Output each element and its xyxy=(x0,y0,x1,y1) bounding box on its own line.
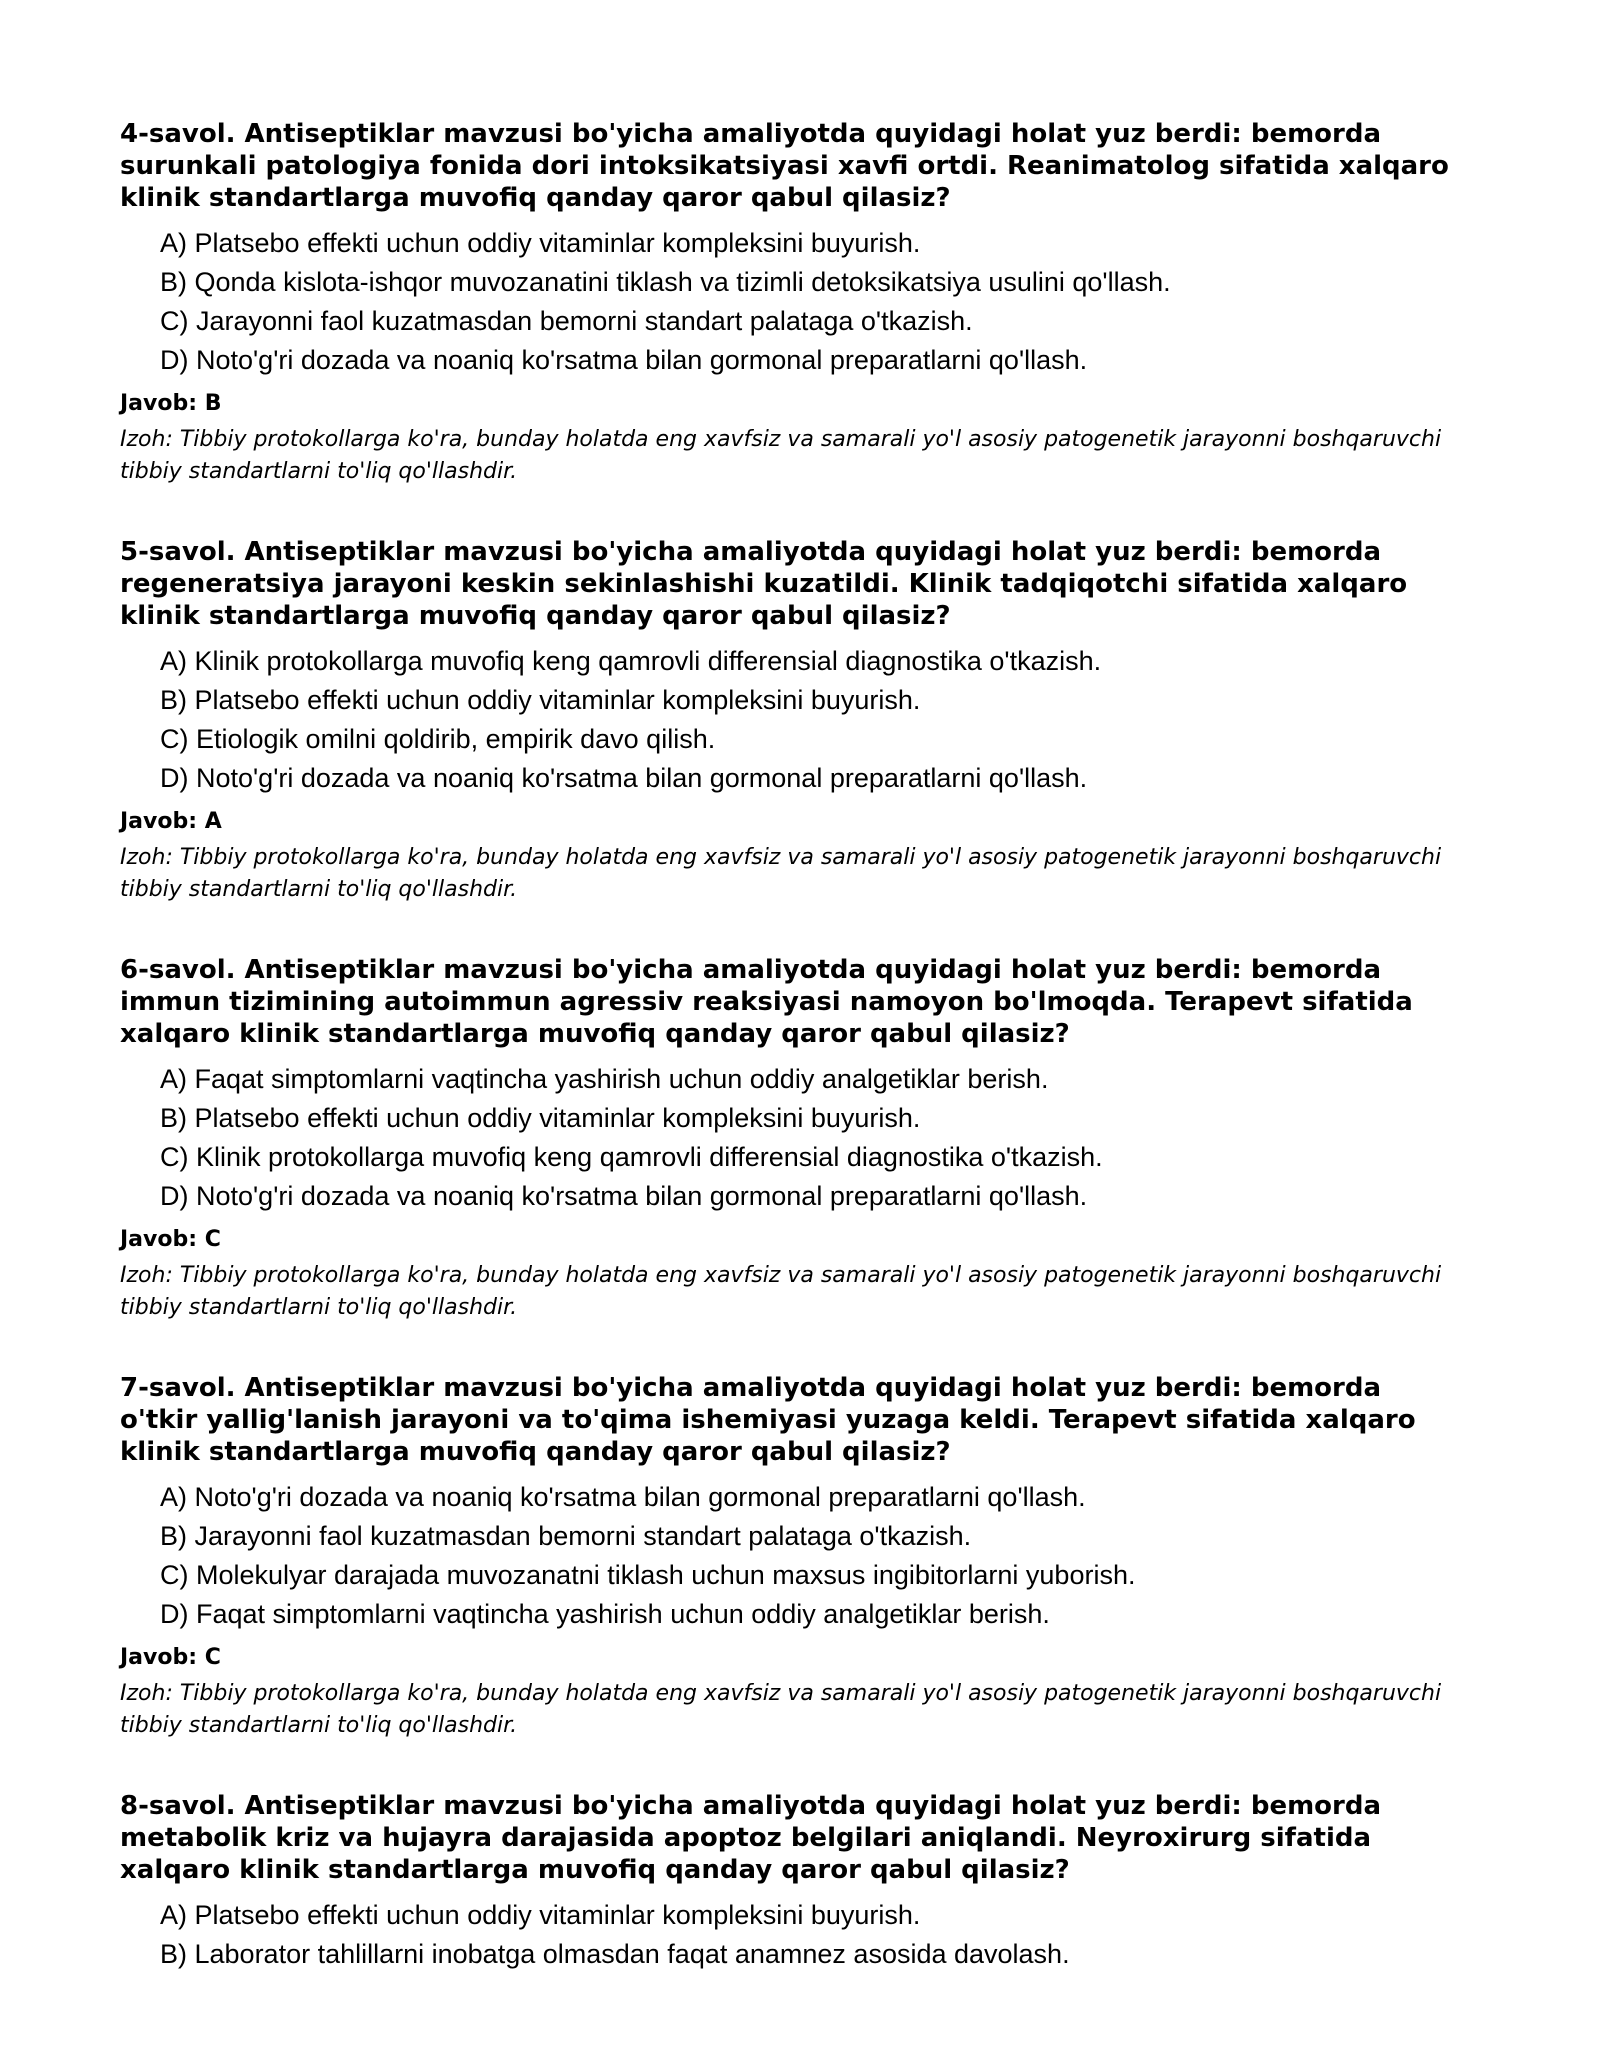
correct-answer: Javob: C xyxy=(120,1645,221,1670)
explanation-note: Izoh: Tibbiy protokollarga ko'ra, bunday holatda eng xavfsiz va samarali yo'l asosiy patogenetik jarayonni boshqaruvchi tibbiy standartlarni to'liq qo'llashdir. xyxy=(120,845,1442,902)
explanation-note: Izoh: Tibbiy protokollarga ko'ra, bunday holatda eng xavfsiz va samarali yo'l asosiy patogenetik jarayonni boshqaruvchi tibbiy standartlarni to'liq qo'llashdir. xyxy=(120,1681,1442,1738)
answer-options xyxy=(120,1896,1460,1974)
document-page xyxy=(120,118,1460,2022)
answer-option: D) Noto'g'ri dozada va noaniq ko'rsatma bilan gormonal preparatlarni qo'llash. xyxy=(160,763,1088,793)
answer-option: C) Molekulyar darajada muvozanatni tiklash uchun maxsus ingibitorlarni yuborish. xyxy=(160,1560,1136,1590)
answer-option: A) Platsebo effekti uchun oddiy vitaminlar kompleksini buyurish. xyxy=(160,228,921,258)
answer-option: B) Laborator tahlillarni inobatga olmasdan faqat anamnez asosida davolash. xyxy=(160,1939,1070,1969)
question-title: 6-savol. Antiseptiklar mavzusi bo'yicha amaliyotda quyidagi holat yuz berdi: bemorda immun tizimining autoimmun agressiv reaksiyasi namoyon bo'lmoqda. Terapevt sifatida xalqaro klinik standartlarga muvofiq qanday qaror qabul qilasiz? xyxy=(120,955,1413,1049)
question-block xyxy=(120,1372,1460,1742)
answer-option: C) Klinik protokollarga muvofiq keng qamrovli differensial diagnostika o'tkazish. xyxy=(160,1142,1103,1172)
answer-option: A) Platsebo effekti uchun oddiy vitaminlar kompleksini buyurish. xyxy=(160,1900,921,1930)
answer-options xyxy=(120,224,1460,380)
answer-option: C) Etiologik omilni qoldirib, empirik davo qilish. xyxy=(160,724,716,754)
answer-option: A) Faqat simptomlarni vaqtincha yashirish uchun oddiy analgetiklar berish. xyxy=(160,1064,1049,1094)
question-title: 4-savol. Antiseptiklar mavzusi bo'yicha amaliyotda quyidagi holat yuz berdi: bemorda surunkali patologiya fonida dori intoksikatsiyasi xavfi ortdi. Reanimatolog sifatida xalqaro klinik standartlarga muvofiq qanday qaror qabul qilasiz? xyxy=(120,119,1449,213)
question-block xyxy=(120,536,1460,906)
question-title: 7-savol. Antiseptiklar mavzusi bo'yicha amaliyotda quyidagi holat yuz berdi: bemorda o'tkir yallig'lanish jarayoni va to'qima ishemiyasi yuzaga keldi. Terapevt sifatida xalqaro klinik standartlarga muvofiq qanday qaror qabul qilasiz? xyxy=(120,1373,1416,1467)
correct-answer: Javob: C xyxy=(120,1227,221,1252)
question-block xyxy=(120,1790,1460,1974)
answer-options xyxy=(120,1478,1460,1634)
question-block xyxy=(120,954,1460,1324)
question-title: 5-savol. Antiseptiklar mavzusi bo'yicha amaliyotda quyidagi holat yuz berdi: bemorda regeneratsiya jarayoni keskin sekinlashishi kuzatildi. Klinik tadqiqotchi sifatida xalqaro klinik standartlarga muvofiq qanday qaror qabul qilasiz? xyxy=(120,537,1408,631)
answer-option: D) Noto'g'ri dozada va noaniq ko'rsatma bilan gormonal preparatlarni qo'llash. xyxy=(160,345,1088,375)
explanation-note: Izoh: Tibbiy protokollarga ko'ra, bunday holatda eng xavfsiz va samarali yo'l asosiy patogenetik jarayonni boshqaruvchi tibbiy standartlarni to'liq qo'llashdir. xyxy=(120,427,1442,484)
question-title: 8-savol. Antiseptiklar mavzusi bo'yicha amaliyotda quyidagi holat yuz berdi: bemorda metabolik kriz va hujayra darajasida apoptoz belgilari aniqlandi. Neyroxirurg sifatida xalqaro klinik standartlarga muvofiq qanday qaror qabul qilasiz? xyxy=(120,1791,1382,1885)
answer-option: D) Noto'g'ri dozada va noaniq ko'rsatma bilan gormonal preparatlarni qo'llash. xyxy=(160,1181,1088,1211)
answer-option: C) Jarayonni faol kuzatmasdan bemorni standart palataga o'tkazish. xyxy=(160,306,973,336)
answer-option: B) Qonda kislota-ishqor muvozanatini tiklash va tizimli detoksikatsiya usulini qo'llash. xyxy=(160,267,1171,297)
answer-option: B) Platsebo effekti uchun oddiy vitaminlar kompleksini buyurish. xyxy=(160,685,921,715)
answer-option: A) Klinik protokollarga muvofiq keng qamrovli differensial diagnostika o'tkazish. xyxy=(160,646,1102,676)
explanation-note: Izoh: Tibbiy protokollarga ko'ra, bunday holatda eng xavfsiz va samarali yo'l asosiy patogenetik jarayonni boshqaruvchi tibbiy standartlarni to'liq qo'llashdir. xyxy=(120,1263,1442,1320)
answer-option: B) Jarayonni faol kuzatmasdan bemorni standart palataga o'tkazish. xyxy=(160,1521,972,1551)
answer-options xyxy=(120,642,1460,798)
correct-answer: Javob: B xyxy=(120,391,222,416)
question-block xyxy=(120,118,1460,488)
correct-answer: Javob: A xyxy=(120,809,222,834)
answer-option: A) Noto'g'ri dozada va noaniq ko'rsatma bilan gormonal preparatlarni qo'llash. xyxy=(160,1482,1086,1512)
answer-options xyxy=(120,1060,1460,1216)
answer-option: D) Faqat simptomlarni vaqtincha yashirish uchun oddiy analgetiklar berish. xyxy=(160,1599,1050,1629)
answer-option: B) Platsebo effekti uchun oddiy vitaminlar kompleksini buyurish. xyxy=(160,1103,921,1133)
